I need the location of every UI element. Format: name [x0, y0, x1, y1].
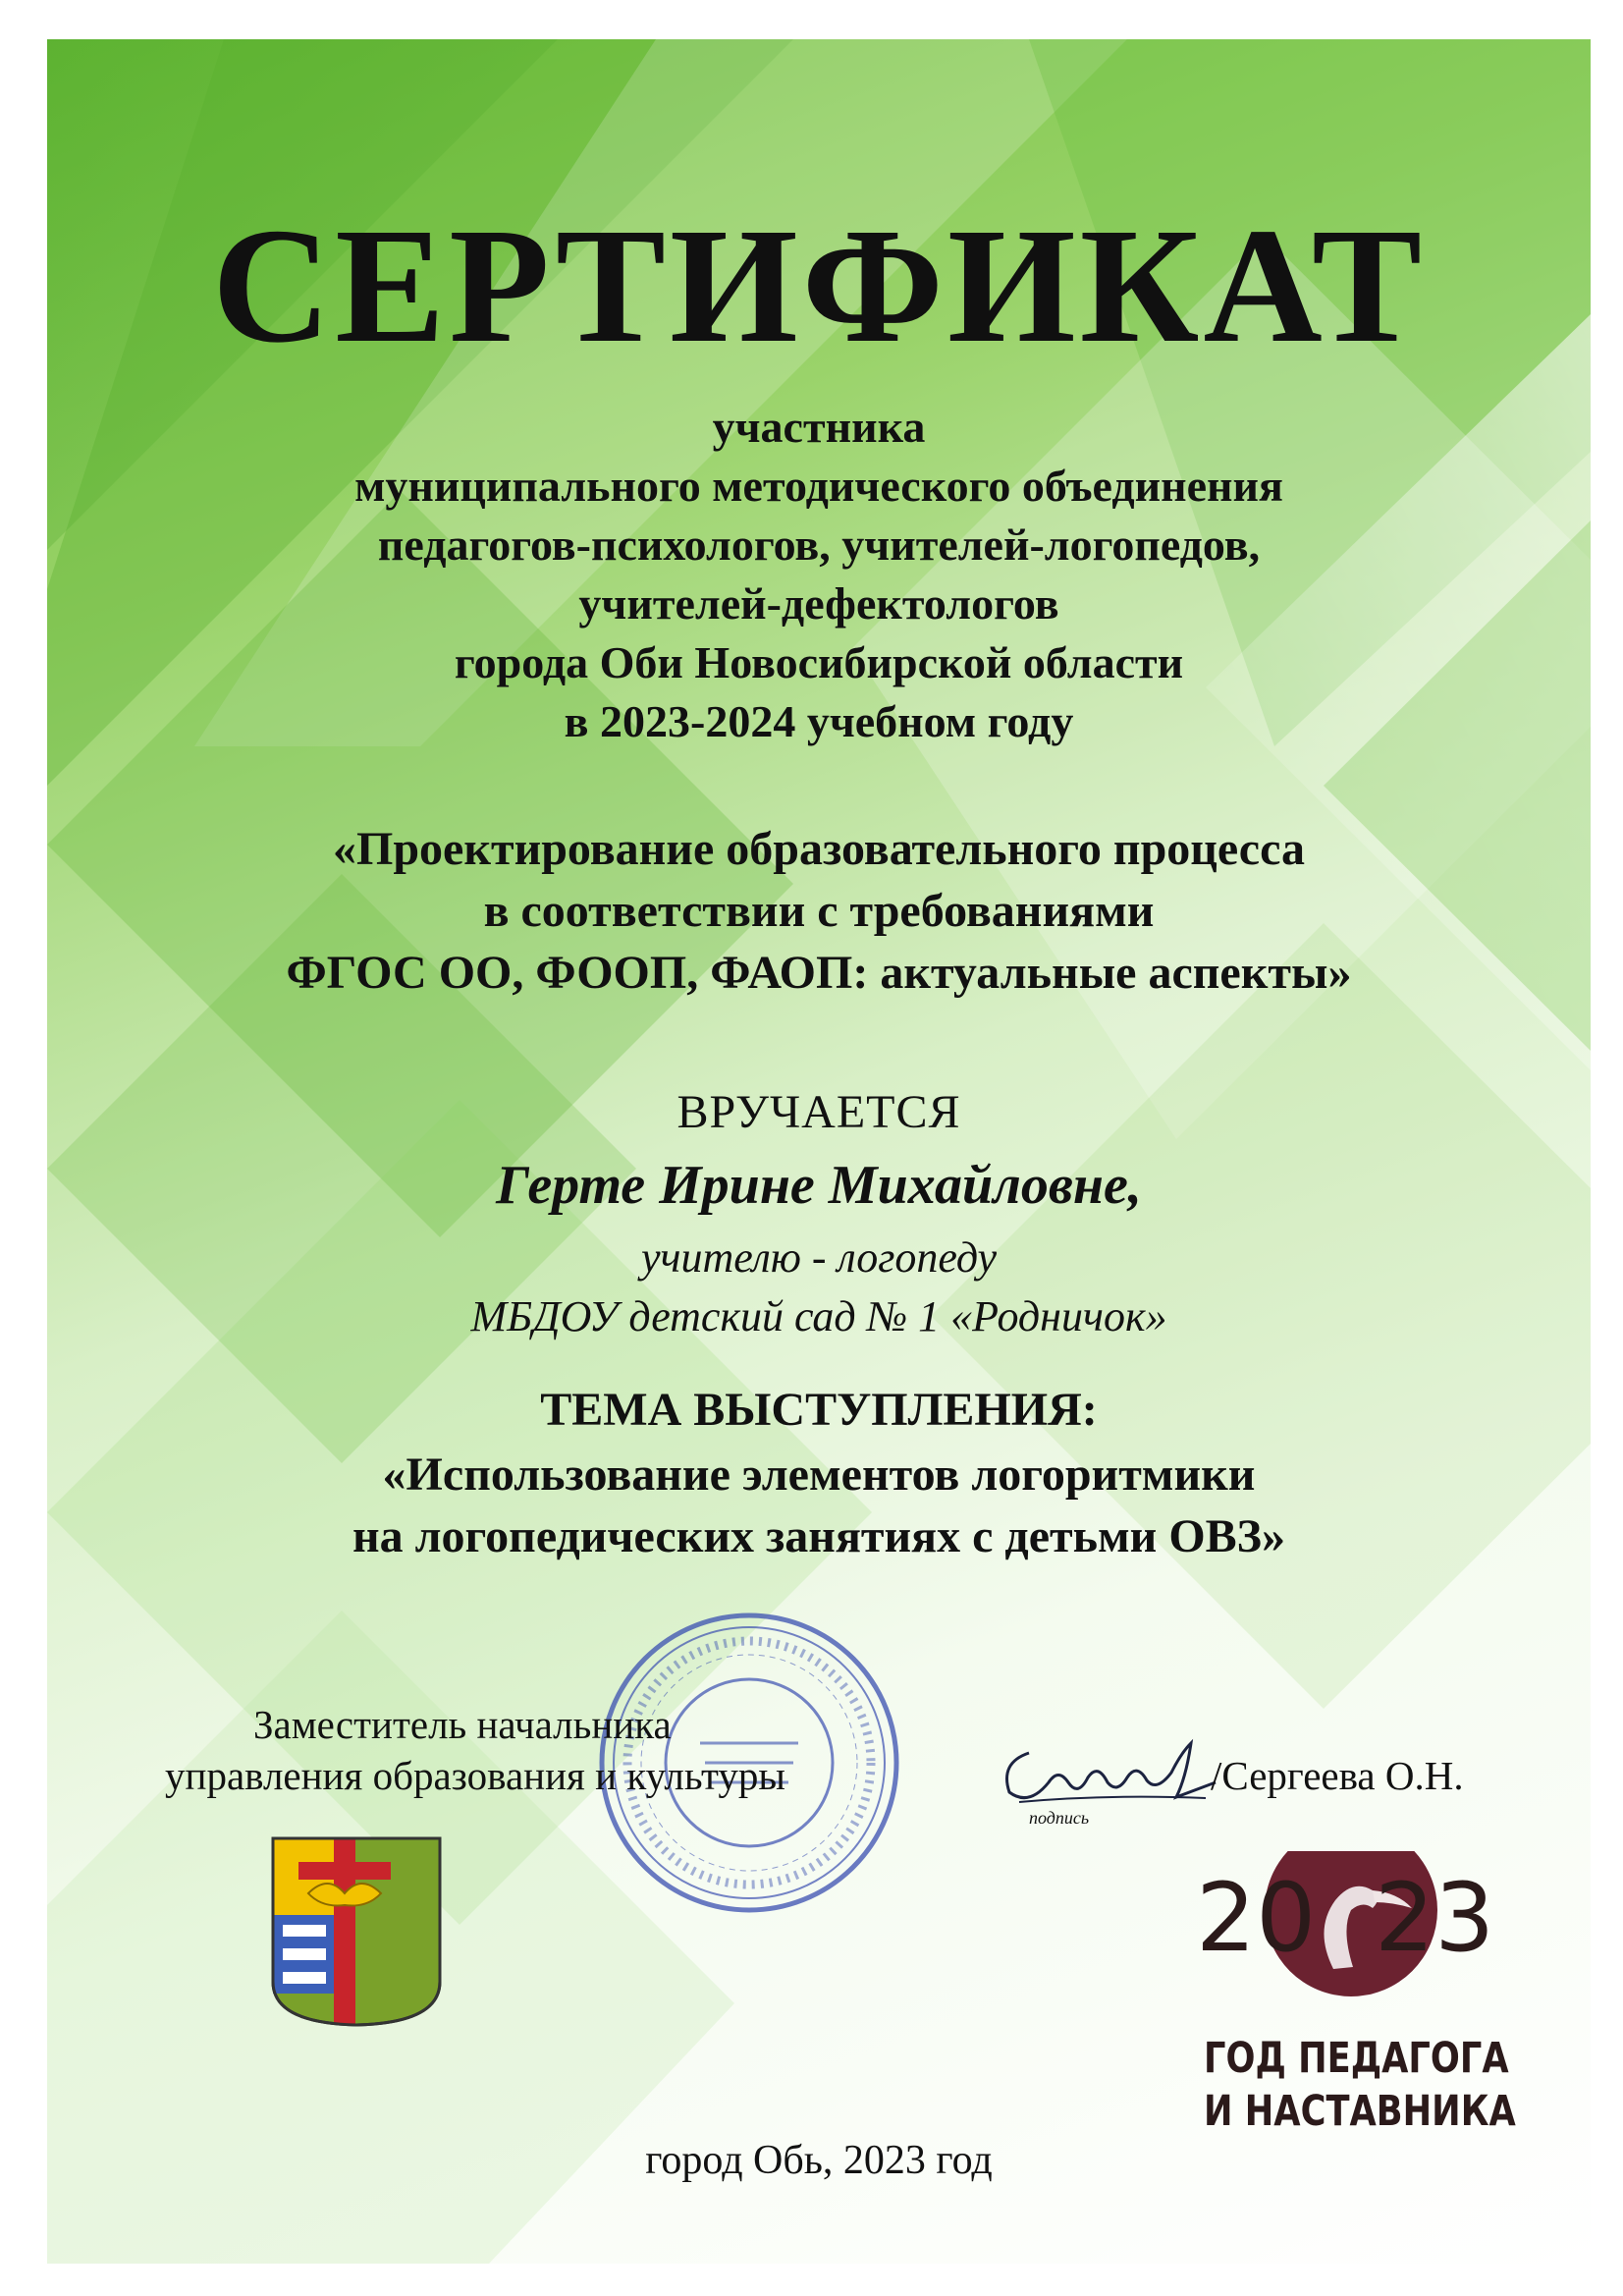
subtitle-line: в 2023-2024 учебном году — [564, 696, 1074, 746]
topic-line: «Проектирование образовательного процесса — [333, 823, 1305, 875]
topic-line: ФГОС ОО, ФООП, ФАОП: актуальные аспекты» — [286, 947, 1352, 999]
signature-caption: подпись — [1029, 1808, 1090, 1828]
signatory-title: Заместитель начальника — [253, 1702, 672, 1747]
year-logo-line: ГОД ПЕДАГОГА — [1204, 2034, 1509, 2083]
footer-place-date: город Обь, 2023 год — [645, 2138, 993, 2183]
certificate-title: СЕРТИФИКАТ — [211, 194, 1427, 377]
recipient-organization: МБДОУ детский сад № 1 «Родничок» — [470, 1292, 1167, 1340]
signatory-name: /Сергеева О.Н. — [1211, 1753, 1464, 1798]
year-logo-line: И НАСТАВНИКА — [1204, 2087, 1516, 2136]
subtitle-line: участника — [712, 402, 926, 452]
subtitle-line: педагогов-психологов, учителей-логопедов, — [377, 519, 1261, 570]
subtitle-line: учителей-дефектологов — [578, 578, 1059, 629]
recipient-name: Герте Ирине Михайловне, — [496, 1155, 1142, 1216]
signatory-title: управления образования и культуры — [165, 1753, 785, 1798]
certificate — [47, 39, 1591, 2264]
year-logo-right: 23 — [1375, 1863, 1495, 1973]
speech-line: на логопедических занятиях с детьми ОВЗ» — [352, 1510, 1286, 1562]
subtitle-line: муниципального методического объединения — [354, 461, 1283, 511]
speech-heading: ТЕМА ВЫСТУПЛЕНИЯ: — [540, 1384, 1098, 1436]
speech-line: «Использование элементов логоритмики — [382, 1449, 1256, 1501]
awarded-label: ВРУЧАЕТСЯ — [676, 1086, 961, 1138]
topic-line: в соответствии с требованиями — [483, 885, 1155, 937]
recipient-position: учителю - логопеду — [640, 1233, 998, 1282]
year-logo-left: 20 — [1196, 1863, 1317, 1973]
subtitle-line: города Оби Новосибирской области — [454, 637, 1184, 687]
